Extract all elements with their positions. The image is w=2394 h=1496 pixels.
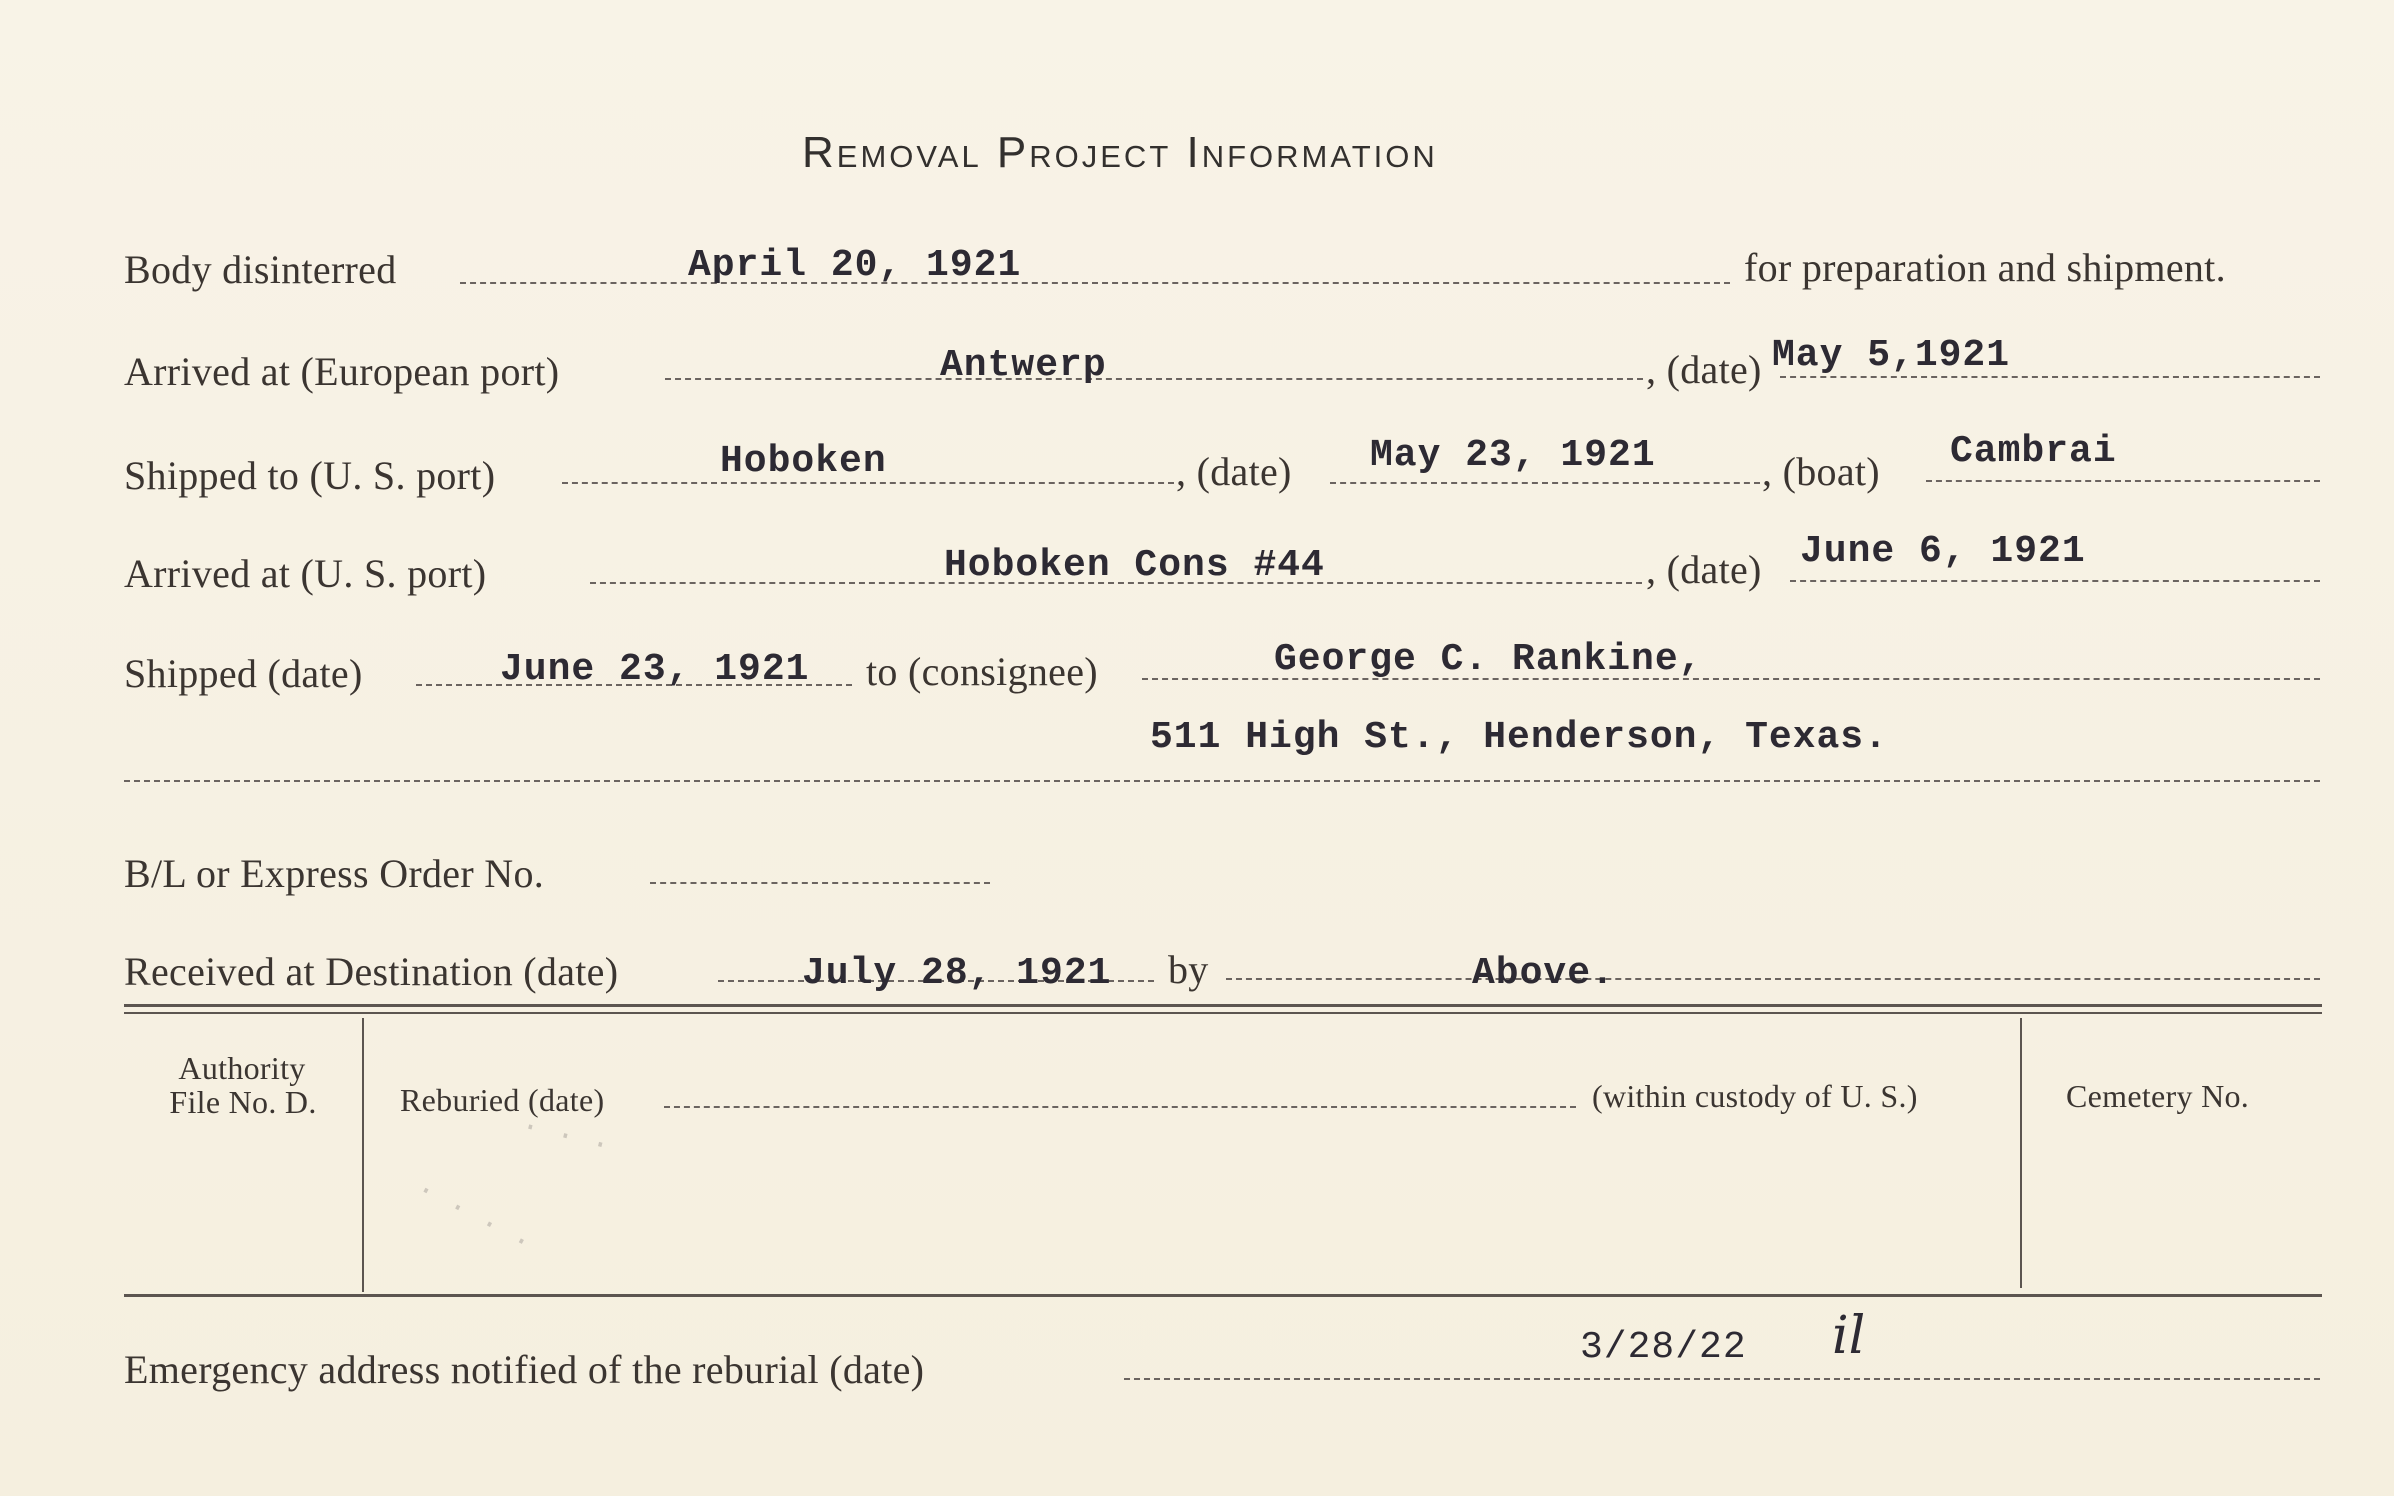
european-date-value: May 5,1921 [1772,334,2011,377]
emergency-label: Emergency address notified of the reburial (date) [124,1347,925,1392]
dotted-line [460,282,1730,284]
box-divider [2020,1018,2022,1288]
dotted-line [665,378,1643,380]
disinterred-suffix: for preparation and shipment. [1744,245,2226,290]
box-divider [362,1018,364,1292]
bl-order-label: B/L or Express Order No. [124,851,545,896]
dotted-line [650,882,990,884]
dotted-line [1226,978,2320,980]
european-port-label: Arrived at (European port) [124,349,560,394]
arrived-us-date-value: June 6, 1921 [1800,530,2086,573]
authority-label: Authority [178,1050,306,1086]
file-no-label: File No. D. [169,1084,317,1120]
consignee-name-value: George C. Rankine, [1274,638,1703,681]
shipped-us-date-value: May 23, 1921 [1370,434,1656,477]
emergency-date-value: 3/28/22 [1580,1326,1747,1369]
disinterred-date-value: April 20, 1921 [688,244,1022,287]
received-label: Received at Destination (date) [124,949,619,994]
arrived-us-port-value: Hoboken Cons #44 [944,544,1325,587]
shipped-us-date-label: , (date) [1176,449,1292,494]
received-by-value: Above. [1472,952,1615,995]
faded-stamp: · · · · [409,1172,537,1262]
handwritten-initials: il [1832,1306,1866,1366]
dotted-line [664,1106,1576,1108]
shipped-us-port-value: Hoboken [720,440,887,483]
by-label: by [1168,947,1209,992]
dotted-line [1926,480,2320,482]
arrived-us-label: Arrived at (U. S. port) [124,551,487,596]
body-disinterred-label: Body disinterred [124,247,397,292]
boat-label: , (boat) [1762,449,1880,494]
divider-rule [124,1004,2322,1007]
cemetery-label: Cemetery No. [2066,1078,2250,1114]
card-title: Removal Project Information [802,128,1438,177]
dotted-line [124,780,2320,782]
dotted-line [1124,1378,2320,1380]
consignee-address-value: 511 High St., Henderson, Texas. [1150,716,1888,759]
dotted-line [1330,482,1760,484]
european-date-label: , (date) [1646,347,1762,392]
shipped-date-value: June 23, 1921 [500,648,810,691]
received-date-value: July 28, 1921 [802,952,1112,995]
arrived-us-date-label: , (date) [1646,547,1762,592]
shipped-us-label: Shipped to (U. S. port) [124,453,496,498]
reburied-label: Reburied (date) [400,1082,605,1118]
box-bottom-rule [124,1294,2322,1297]
shipped-date-label: Shipped (date) [124,651,363,696]
dotted-line [1790,580,2320,582]
european-port-value: Antwerp [940,344,1107,387]
divider-rule [124,1012,2322,1014]
boat-value: Cambrai [1950,430,2117,473]
consignee-label: to (consignee) [866,649,1098,694]
custody-label: (within custody of U. S.) [1592,1078,1918,1114]
faded-stamp: · · · [517,1109,613,1165]
